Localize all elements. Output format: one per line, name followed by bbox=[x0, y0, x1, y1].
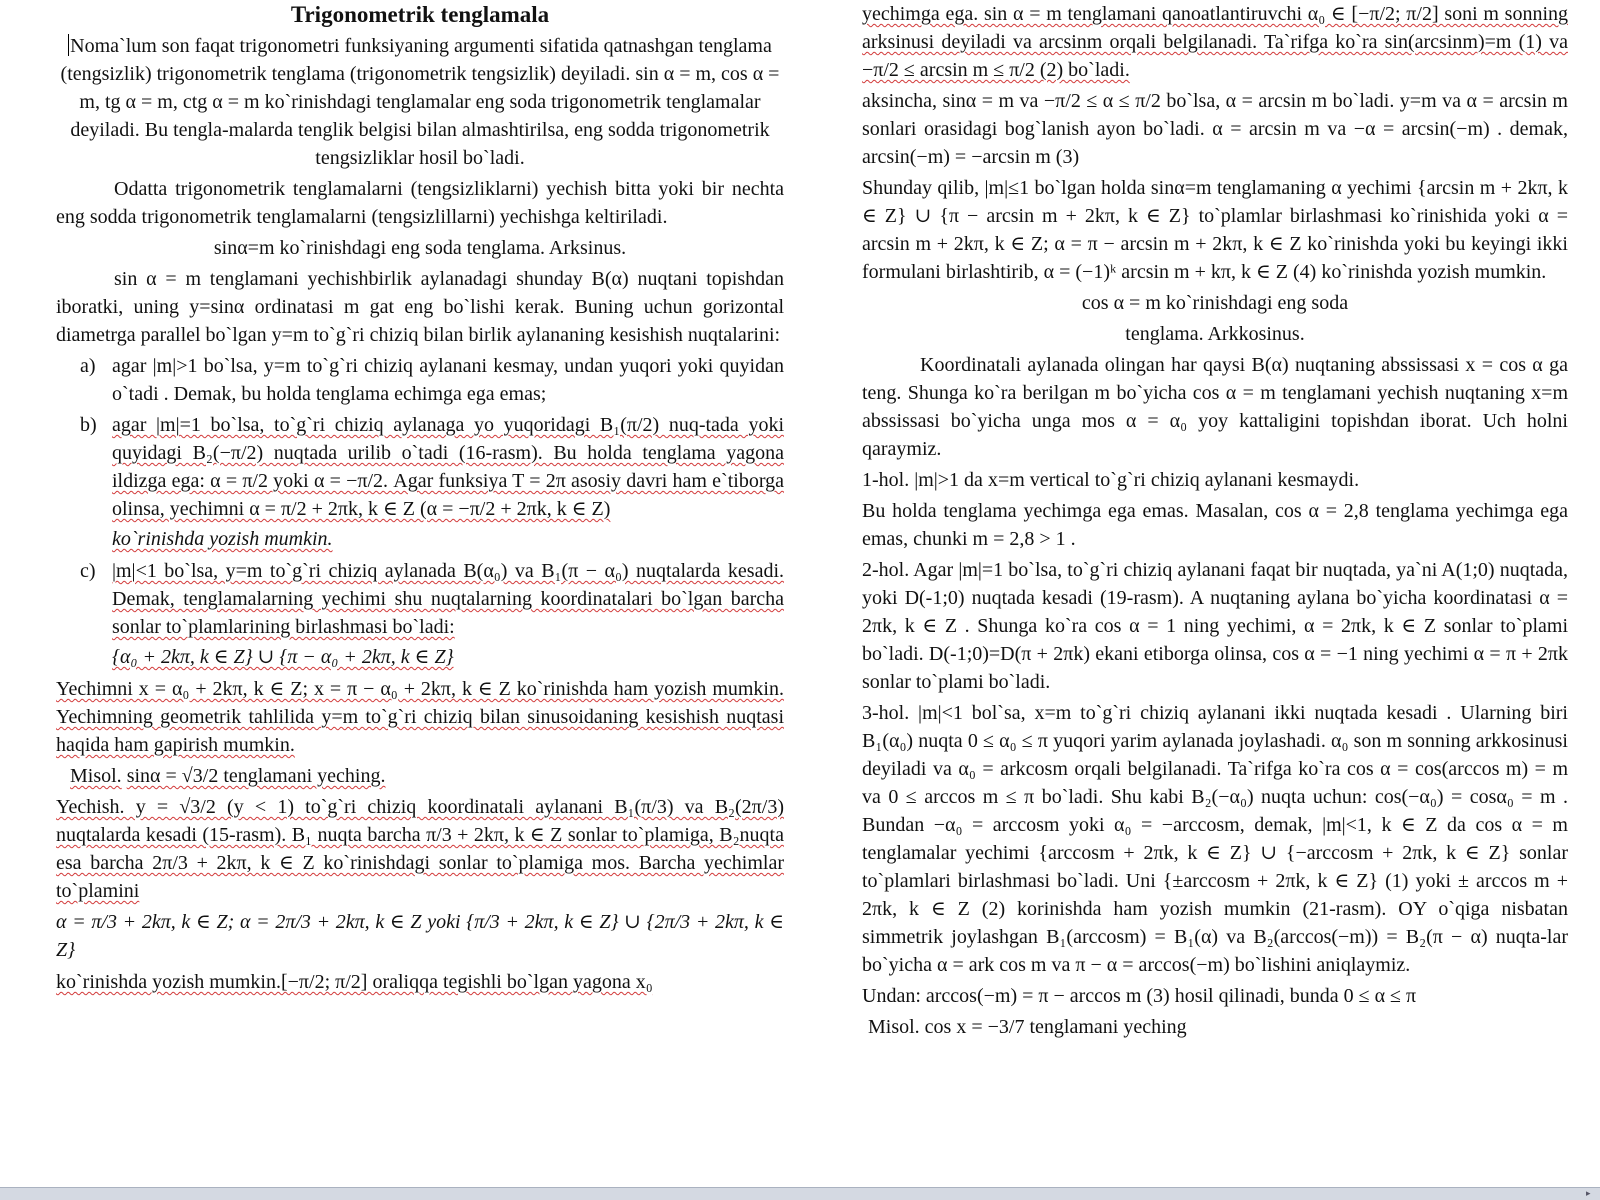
case-a-marker: a) bbox=[80, 355, 96, 377]
case-a-text: agar |m|>1 bo`lsa, y=m to`g`ri chiziq aylanani kesmay, undan yuqori yoki quyidan o`tadi . Demak, bu holda tenglama echimga ega emas; bbox=[112, 355, 784, 405]
case-2: 2-hol. Agar |m|=1 bo`lsa, to`g`ri chiziq aylanani faqat bir nuqtada, ya`ni A(1;0) nuqtada, yoki D(-1;0) nuqtada kesadi (19-rasm). A nuqtaning aylana bo`yicha koordinatasi α = 2πk, k ∈ Z . Shunga ko`ra cos α = 1 ning yechimi, α = 2πk, k ∈ Z sonlar to`plami bo`ladi. D(-1;0)=D(π + 2πk) ekani etiborga olinsa, cos α = −1 ning yechimi α = π + 2πk sonlar to`plami bo`ladi. bbox=[862, 559, 1568, 693]
solution-paragraph: Yechish. y = √3/2 (y < 1) to`g`ri chiziq koordinatali aylanani B₁(π/3) va B₂(2π/3) nuqtalarda kesadi (15-rasm). B₁ nuqta barcha π/3 + 2kπ, k ∈ Z sonlar to`plamiga, B₂nuqta esa barcha 2π/3 + 2kπ, k ∈ Z ko`rinishdagi sonlar to`plamiga mos. Barcha yechimlar to`plamini bbox=[56, 796, 784, 902]
case-a bbox=[56, 352, 784, 408]
arcsin-inverse: aksincha, sinα = m va −π/2 ≤ α ≤ π/2 bo`lsa, α = arcsin m bo`ladi. y=m va α = arcsin m sonlari orasidagi bog`lanish ayon bo`ladi. α = arcsin m va −α = arcsin(−m) . demak, arcsin(−m) = −arcsin m (3) bbox=[862, 90, 1568, 168]
intro-paragraph[interactable] bbox=[56, 32, 784, 172]
undan-line: Undan: arccos(−m) = π − arccos m (3) hosil qilinadi, bunda 0 ≤ α ≤ π bbox=[862, 985, 1417, 1007]
example-label: Misol. bbox=[70, 765, 122, 787]
example-line bbox=[56, 762, 784, 790]
horizontal-scrollbar[interactable] bbox=[0, 1187, 1600, 1200]
case-b bbox=[56, 411, 784, 553]
case-b-marker: b) bbox=[80, 414, 97, 436]
left-column bbox=[56, 0, 784, 1200]
scroll-right-arrow-icon[interactable]: ▸ bbox=[1586, 1189, 1591, 1199]
sine-equation-paragraph: sin α = m tenglamani yechishbirlik aylanadagi shunday B(α) nuqtani topishdan iboratki, uning y=sinα ordinatasi m gat eng bo`lishi kerak. Buning uchun gorizontal diametrga parallel bo`lgan y=m to`g`ri chiziq bilan birlik aylananing kesishish nuqtalarini: bbox=[56, 268, 784, 346]
section-heading-arccos: cos α = m ko`rinishdagi eng soda bbox=[1081, 292, 1349, 314]
sine-general-solution: Shunday qilib, |m|≤1 bo`lgan holda sinα=m tenglamaning α yechimi {arcsin m + 2kπ, k ∈ Z} ∪ {π − arcsin m + 2kπ, k ∈ Z} to`plamlar birlashmasi ko`rinishida yoki α = arcsin m + 2kπ, k ∈ Z; α = π − arcsin m + 2kπ, k ∈ Z ko`rinishda yoki bu keyingi ikki formulani birlashtirib, α = (−1)ᵏ arcsin m + kπ, k ∈ Z (4) ko`rinishda yozish mumkin. bbox=[862, 177, 1568, 283]
solution-forms-paragraph: Yechimni x = α₀ + 2kπ, k ∈ Z; x = π − α₀ + 2kπ, k ∈ Z ko`rinishda ham yozish mumkin. Yechimning geometrik tahlilida y=m to`g`ri chiziq bilan sinusoidaning kesishish nuqtasi haqida ham gapirish mumkin. bbox=[56, 678, 784, 756]
cosine-intro: Koordinatali aylanada olingan har qaysi B(α) nuqtaning abssissasi x = cos α ga teng. Shunga ko`ra berilgan m bo`yicha cos α = m tenglamani yechish nuqtaning x=m abssissasi bo`yicha unga mos α = α₀ yoy kattaligini topishdan iborat. Uch holni qaraymiz. bbox=[862, 354, 1568, 460]
case-b-conclusion: ko`rinishda yozish mumkin. bbox=[112, 528, 333, 550]
left-last-line: ko`rinishda yozish mumkin.[−π/2; π/2] oraliqqa tegishli bo`lgan yagona x₀ bbox=[56, 971, 653, 993]
final-formula: α = π/3 + 2kπ, k ∈ Z; α = 2π/3 + 2kπ, k ∈ Z yoki {π/3 + 2kπ, k ∈ Z} ∪ {2π/3 + 2kπ, k ∈ Z} bbox=[56, 911, 784, 961]
text-cursor bbox=[68, 34, 69, 56]
section-heading-arcsin: sinα=m ko`rinishdagi eng soda tenglama. Arksinus. bbox=[213, 237, 627, 259]
case-c-formula: {α₀ + 2kπ, k ∈ Z} ∪ {π − α₀ + 2kπ, k ∈ Z} bbox=[112, 646, 454, 668]
example-text: sinα = √3/2 tenglamani yeching. bbox=[126, 765, 386, 787]
section-heading-arccos-2: tenglama. Arkkosinus. bbox=[1125, 323, 1305, 345]
case-1: 1-hol. |m|>1 da x=m vertical to`g`ri chiziq aylanani kesmaydi. bbox=[862, 469, 1360, 491]
case-c-marker: c) bbox=[80, 560, 96, 582]
arcsin-definition: yechimga ega. sin α = m tenglamani qanoatlantiruvchi α₀ ∈ [−π/2; π/2] soni m sonning arksinusi deyiladi va arcsinm orqali belgilanadi. Ta`rifga ko`ra sin(arcsinm)=m (1) va −π/2 ≤ arcsin m ≤ π/2 (2) bo`ladi. bbox=[862, 3, 1568, 81]
case-3: 3-hol. |m|<1 bol`sa, x=m to`g`ri chiziq aylanani ikki nuqtada kesadi . Ularning biri B₁(α₀) nuqta 0 ≤ α₀ ≤ π yuqori yarim aylanada joylashadi. α₀ son m sonning arkkosinusi deyiladi va α₀ = arkcosm orqali belgilanadi. Ta`rifga ko`ra cos α = cos(arccos m) = m va 0 ≤ arccos m ≤ π bo`ladi. Shu kabi B₂(−α₀) nuqta uchun: cos(−α₀) = cosα₀ = m . Bundan −α₀ = arccosm yoki α₀ = −arccosm, demak, |m|<1, k ∈ Z da cos α = m tenglamalar yechimi {arccosm + 2πk, k ∈ Z} ∪ {−arccosm + 2πk, k ∈ Z} sonlar to`plamlari birlashmasi bo`ladi. Uni {±arccosm + 2πk, k ∈ Z} (1) yoki ± arccos m + 2πk, k ∈ Z (2) korinishda ham yozish mumkin (21-rasm). OY o`qiga nisbatan simmetrik joylashgan B₁(arccosm) = B₁(α) va B₂(arccos(−m)) = B₂(π − α) nuqta-lar bo`yicha α = ark cos m va π − α = arccos(−m) bo`lishini aniqlaymiz. bbox=[862, 702, 1568, 976]
case-b-text: agar |m|=1 bo`lsa, to`g`ri chiziq aylanaga yo yuqoridagi B₁(π/2) nuq-tada yoki quyidagi B₂(−π/2) nuqtada urilib o`tadi (16-rasm). Bu holda tenglama yagona ildizga ega: α = π/2 yoki α = −π/2. Agar funksiya T = 2π asosiy davri ham e`tiborga olinsa, yechimni α = π/2 + 2πk, k ∈ Z (α = −π/2 + 2πk, k ∈ Z) bbox=[112, 414, 784, 520]
case-c-text: |m|<1 bo`lsa, y=m to`g`ri chiziq aylanada B(α₀) va B₁(π − α₀) nuqtalarda kesadi. Demak, tenglamalarning yechimi shu nuqtalarning koordinatalari bo`lgan barcha sonlar to`plamlarining birlashmasi bo`ladi: bbox=[112, 560, 784, 638]
reduction-paragraph: Odatta trigonometrik tenglamalarni (tengsizliklarni) yechish bitta yoki bir nechta eng sodda trigonometrik tenglamalarni (tengsizlillarni) yechishga keltiriladi. bbox=[56, 178, 784, 228]
intro-text: Noma`lum son faqat trigonometri funksiyaning argumenti sifatida qatnashgan tenglama (tengsizlik) trigonometrik tenglama (trigonometrik tengsizlik) deyiladi. sin α = m, cos α = m, tg α = m, ctg α = m ko`rinishdagi tenglamalar eng soda trigonometrik tenglamalar deyiladi. Bu tengla-malarda tenglik belgisi bilan almashtirilsa, eng sodda trigonometrik tengsizliklar hosil bo`ladi. bbox=[60, 35, 780, 169]
right-column bbox=[862, 0, 1568, 1200]
right-example: Misol. cos x = −3/7 tenglamani yeching bbox=[868, 1016, 1187, 1038]
case-c bbox=[56, 557, 784, 671]
document-title: Trigonometrik tenglamala bbox=[290, 2, 550, 27]
case-1-detail: Bu holda tenglama yechimga ega emas. Masalan, cos α = 2,8 tenglama yechimga ega emas, chunki m = 2,8 > 1 . bbox=[862, 500, 1568, 550]
